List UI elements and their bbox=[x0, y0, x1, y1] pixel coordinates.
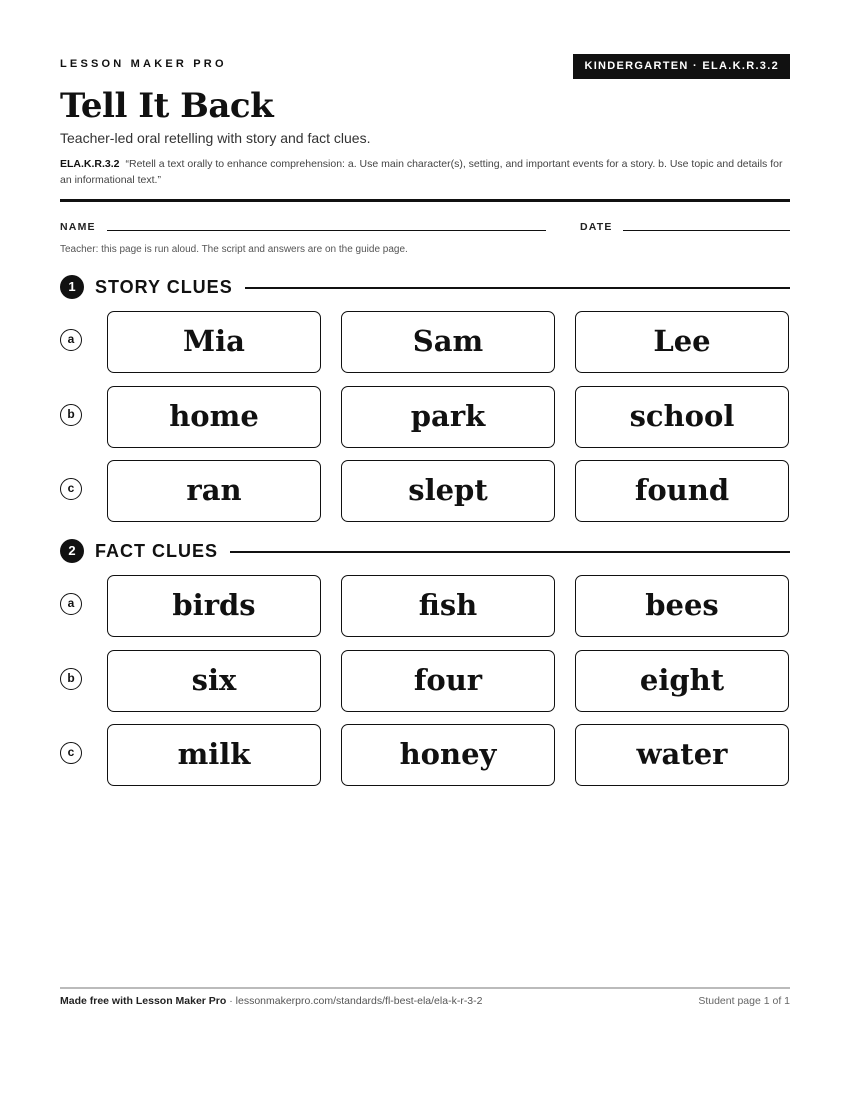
clue-row bbox=[60, 575, 790, 637]
clue-card: eight bbox=[575, 650, 789, 712]
clue-card: six bbox=[107, 650, 321, 712]
clue-row bbox=[60, 724, 790, 786]
footer-divider bbox=[60, 987, 790, 989]
footer-url[interactable]: · lessonmakerpro.com/standards/fl-best-ela/ela-k-r-3-2 bbox=[226, 995, 483, 1007]
clue-card: ran bbox=[107, 460, 321, 522]
page-subtitle: Teacher-led oral retelling with story and fact clues. bbox=[60, 130, 371, 146]
standard-text: “Retell a text orally to enhance comprehension: a. Use main character(s), setting, and important events for a story. b. Use topic and details for an informational text.” bbox=[60, 158, 783, 186]
clue-row bbox=[60, 460, 790, 522]
row-letter-badge: a bbox=[60, 329, 82, 351]
section-fact-clues bbox=[60, 539, 790, 563]
clue-card: Mia bbox=[107, 311, 321, 373]
clue-card: fish bbox=[341, 575, 555, 637]
clue-card: birds bbox=[107, 575, 321, 637]
clue-card: slept bbox=[341, 460, 555, 522]
clue-card: water bbox=[575, 724, 789, 786]
name-label: NAME bbox=[60, 221, 96, 233]
teacher-note: Teacher: this page is run aloud. The script and answers are on the guide page. bbox=[60, 244, 408, 255]
row-letter-badge: c bbox=[60, 742, 82, 764]
page-title: Tell It Back bbox=[60, 86, 274, 126]
clue-row bbox=[60, 311, 790, 373]
section-number-badge: 2 bbox=[60, 539, 84, 563]
clue-card: found bbox=[575, 460, 789, 522]
clue-card: bees bbox=[575, 575, 789, 637]
clue-card: milk bbox=[107, 724, 321, 786]
row-letter-badge: c bbox=[60, 478, 82, 500]
date-label: DATE bbox=[580, 221, 613, 233]
footer-credit bbox=[60, 995, 483, 1007]
clue-card: park bbox=[341, 386, 555, 448]
row-letter-badge: b bbox=[60, 668, 82, 690]
footer-page-number: Student page 1 of 1 bbox=[698, 995, 790, 1007]
row-letter-badge: b bbox=[60, 404, 82, 426]
name-write-line[interactable] bbox=[107, 230, 546, 231]
standard-description bbox=[60, 156, 790, 188]
clue-row bbox=[60, 386, 790, 448]
section-title: FACT CLUES bbox=[95, 539, 230, 563]
clue-card: four bbox=[341, 650, 555, 712]
clue-card: Sam bbox=[341, 311, 555, 373]
section-story-clues bbox=[60, 275, 790, 299]
clue-card: home bbox=[107, 386, 321, 448]
worksheet-page bbox=[60, 0, 790, 1100]
grade-standard-badge: KINDERGARTEN · ELA.K.R.3.2 bbox=[573, 54, 790, 79]
clue-card: school bbox=[575, 386, 789, 448]
header-divider bbox=[60, 199, 790, 202]
row-letter-badge: a bbox=[60, 593, 82, 615]
date-write-line[interactable] bbox=[623, 230, 790, 231]
footer-made-with: Made free with Lesson Maker Pro bbox=[60, 995, 227, 1007]
standard-code: ELA.K.R.3.2 bbox=[60, 158, 120, 170]
section-number-badge: 1 bbox=[60, 275, 84, 299]
name-date-row bbox=[60, 219, 790, 235]
section-title: STORY CLUES bbox=[95, 275, 245, 299]
clue-row bbox=[60, 650, 790, 712]
clue-card: honey bbox=[341, 724, 555, 786]
brand-name: LESSON MAKER PRO bbox=[60, 58, 227, 70]
clue-card: Lee bbox=[575, 311, 789, 373]
